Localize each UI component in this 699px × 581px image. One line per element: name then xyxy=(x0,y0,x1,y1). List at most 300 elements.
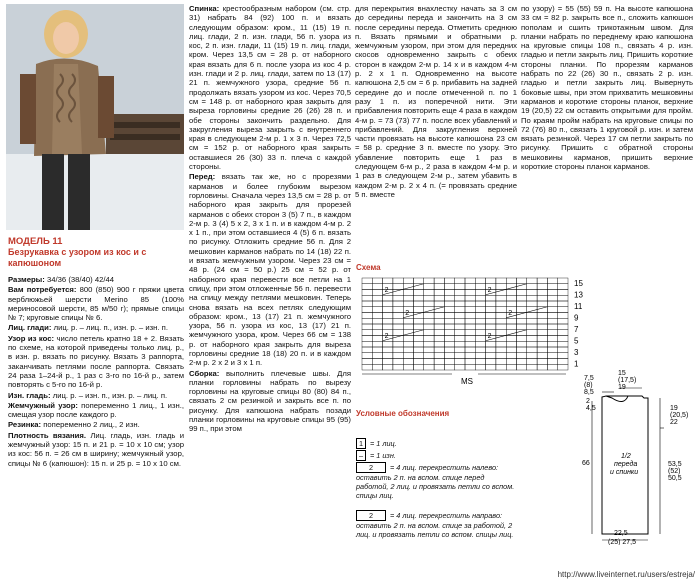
row-number: 5 xyxy=(574,336,579,346)
pattern-cell xyxy=(414,284,424,290)
pattern-cell xyxy=(424,278,434,284)
paragraph-heading: Перед: xyxy=(189,172,216,182)
pattern-cell xyxy=(455,278,465,284)
pattern-cell xyxy=(414,353,424,359)
center-label-1: 1/2 xyxy=(621,453,631,460)
paragraph-text: 34/36 (38/40) 42/44 xyxy=(44,275,115,284)
pattern-cell xyxy=(444,301,454,307)
pattern-cell xyxy=(527,347,537,353)
pattern-cell xyxy=(496,295,506,301)
pattern-cell xyxy=(475,364,485,370)
pattern-cell xyxy=(372,313,382,319)
pattern-cell xyxy=(558,313,568,319)
pattern-cell xyxy=(362,341,372,347)
column-4 xyxy=(521,4,693,172)
pattern-cell xyxy=(455,290,465,296)
pattern-cell xyxy=(414,295,424,301)
pattern-cell xyxy=(496,313,506,319)
pattern-cell xyxy=(486,364,496,370)
pattern-cell xyxy=(527,301,537,307)
pattern-cell xyxy=(506,364,516,370)
pattern-cell xyxy=(393,313,403,319)
pattern-cell xyxy=(496,364,506,370)
pattern-cell xyxy=(362,307,372,313)
pattern-cell xyxy=(393,307,403,313)
pattern-cell xyxy=(547,364,557,370)
dim-top-mid-3: 19 xyxy=(618,384,626,391)
paragraph-heading: Размеры: xyxy=(8,275,45,284)
pattern-cell xyxy=(506,318,516,324)
pattern-cell xyxy=(383,347,393,353)
pattern-cell xyxy=(414,307,424,313)
pattern-cell xyxy=(517,347,527,353)
pattern-cell xyxy=(465,295,475,301)
legend-text: = 4 лиц. перекрестить налево: оставить 2 п. на вспом. спице перед работой, 2 лиц. и провязать петли со вспом. спицы лиц. xyxy=(356,463,515,500)
pattern-cell xyxy=(393,353,403,359)
pattern-cell xyxy=(475,307,485,313)
pattern-cell xyxy=(475,301,485,307)
pattern-cell xyxy=(547,318,557,324)
pattern-cell xyxy=(475,318,485,324)
pattern-cell xyxy=(506,278,516,284)
pattern-cell xyxy=(537,295,547,301)
pattern-cell xyxy=(558,324,568,330)
pattern-cell xyxy=(537,336,547,342)
pattern-cell xyxy=(434,295,444,301)
pattern-cell xyxy=(403,341,413,347)
col1-paragraph xyxy=(8,401,184,420)
pattern-cell xyxy=(424,290,434,296)
model-title: МОДЕЛЬ 11 xyxy=(8,236,63,247)
pattern-cell xyxy=(362,318,372,324)
pattern-cell xyxy=(393,324,403,330)
pattern-cell xyxy=(486,341,496,347)
pattern-cell xyxy=(465,341,475,347)
row-number: 1 xyxy=(574,359,579,369)
pattern-cell xyxy=(486,347,496,353)
row-number: 9 xyxy=(574,313,579,323)
paragraph-heading: Спинка: xyxy=(189,4,220,13)
pattern-cell xyxy=(486,359,496,365)
legend-text: = 1 лиц. xyxy=(370,439,397,448)
pattern-cell xyxy=(434,284,444,290)
pattern-cell xyxy=(496,301,506,307)
pattern-cell xyxy=(547,347,557,353)
pattern-cell xyxy=(393,341,403,347)
pattern-cell xyxy=(455,318,465,324)
pattern-cell xyxy=(403,347,413,353)
cable-mark: 2 xyxy=(487,332,492,340)
pattern-cell xyxy=(455,284,465,290)
pattern-cell xyxy=(475,353,485,359)
pattern-cell xyxy=(393,330,403,336)
pattern-cell xyxy=(434,324,444,330)
pattern-cell xyxy=(547,290,557,296)
pattern-cell xyxy=(547,353,557,359)
pattern-cell xyxy=(537,313,547,319)
pattern-cell xyxy=(362,359,372,365)
pattern-cell xyxy=(496,324,506,330)
pattern-cell xyxy=(414,278,424,284)
pattern-cell xyxy=(434,313,444,319)
pattern-cell xyxy=(517,295,527,301)
pattern-cell xyxy=(475,295,485,301)
dim-left-small: 2 xyxy=(586,398,590,405)
pattern-cell xyxy=(424,359,434,365)
pattern-cell xyxy=(444,307,454,313)
paragraph-heading: Лиц. глади: xyxy=(8,323,52,333)
pattern-cell xyxy=(362,324,372,330)
pattern-cell xyxy=(547,341,557,347)
pattern-cell xyxy=(403,359,413,365)
pattern-cell xyxy=(527,318,537,324)
pattern-cell xyxy=(475,330,485,336)
dim-right-mid: 53,5 xyxy=(668,461,682,468)
pattern-cell xyxy=(383,318,393,324)
pattern-cell xyxy=(444,313,454,319)
pattern-cell xyxy=(527,353,537,359)
row-number: 15 xyxy=(574,279,583,288)
pattern-cell xyxy=(465,290,475,296)
pattern-cell xyxy=(527,290,537,296)
pattern-cell xyxy=(558,307,568,313)
pattern-cell xyxy=(362,330,372,336)
pattern-cell xyxy=(424,336,434,342)
pattern-cell xyxy=(424,301,434,307)
paragraph-text: по узору) = 55 (55) 59 п. На высоте капюшона 33 см = 82 р. закрыть все п., сложить капюшон пополам и сшить трикотажным швом. Для планки набрать по переднему краю капюшона на круговые спицы 108 п., связать 4 р. изн. гладью и петли закрыть лиц. Пришить короткие стороны планки. По прорезям карманов набрать по 22 (26) 30 п., связать 2 р. изн. гладью и петли закрыть лиц. Вывернуть боковые швы, при этом прихватить мешковины карманов и короткие стороны планок, верхние 19 (20,5) 22 см оставить открытыми для пройм. По краям пройм набрать на круговые спицы по 72 (76) 80 п., связать 1 круговой р. изн. и затем вязать резинкой. Через 17 см петли закрыть по рисунку. Пришить с обратной стороны мешковины карманов, пришить верхние короткие стороны планок карманов. xyxy=(521,4,693,172)
pattern-cell xyxy=(383,301,393,307)
pattern-cell xyxy=(547,313,557,319)
pattern-cell xyxy=(537,278,547,284)
pattern-cell xyxy=(475,359,485,365)
legend-text: = 4 лиц. перекрестить направо: оставить 2 п. на вспом. спице за работой, 2 лиц. и провязать петли со вспом. спицы лиц. xyxy=(356,511,514,539)
pattern-cell xyxy=(414,364,424,370)
paragraph-heading: Резинка: xyxy=(8,420,42,430)
pattern-cell xyxy=(393,301,403,307)
col1-paragraph xyxy=(8,285,184,322)
pattern-cell xyxy=(496,359,506,365)
pattern-cell xyxy=(434,336,444,342)
pattern-cell xyxy=(547,307,557,313)
pattern-cell xyxy=(506,290,516,296)
pattern-cell xyxy=(414,290,424,296)
pattern-cell xyxy=(383,341,393,347)
pattern-cell xyxy=(372,347,382,353)
col2-paragraph xyxy=(189,4,351,171)
paragraph-text: 800 (850) 900 г пряжи цвета верблюжьей шерсти Merino 85 (100% мериносовой шерсти, 85 м/50 г); прямые спицы № 7; круговые спицы № 6. xyxy=(8,285,184,323)
pattern-cell xyxy=(496,307,506,313)
row-number: 11 xyxy=(574,302,583,311)
pattern-cell xyxy=(506,336,516,342)
pattern-cell xyxy=(403,290,413,296)
pattern-cell xyxy=(475,278,485,284)
legend-symbol: – xyxy=(356,450,366,461)
dim-right-top: 19 xyxy=(670,405,678,412)
pattern-cell xyxy=(362,290,372,296)
pattern-cell xyxy=(424,318,434,324)
pattern-cell xyxy=(558,295,568,301)
pattern-cell xyxy=(444,324,454,330)
pattern-cell xyxy=(527,284,537,290)
pattern-cell xyxy=(444,347,454,353)
legend-item xyxy=(356,510,516,539)
pattern-cell xyxy=(517,341,527,347)
pattern-cell xyxy=(527,324,537,330)
pattern-cell xyxy=(527,364,537,370)
pattern-cell xyxy=(372,336,382,342)
pattern-cell xyxy=(465,330,475,336)
pattern-cell xyxy=(537,359,547,365)
pattern-cell xyxy=(486,278,496,284)
paragraph-heading: Жемчужный узор: xyxy=(8,400,78,410)
pattern-cell xyxy=(444,364,454,370)
pattern-cell xyxy=(444,278,454,284)
pattern-cell xyxy=(465,364,475,370)
pattern-cell xyxy=(403,336,413,342)
pattern-cell xyxy=(465,359,475,365)
center-label-2: переда xyxy=(614,461,638,468)
dim-right-top-3: 22 xyxy=(670,419,678,426)
pattern-cell xyxy=(444,284,454,290)
cable-mark: 2 xyxy=(487,286,492,294)
pattern-cell xyxy=(362,295,372,301)
pattern-cell xyxy=(414,347,424,353)
pattern-cell xyxy=(383,313,393,319)
pattern-cell xyxy=(537,353,547,359)
pattern-cell xyxy=(372,324,382,330)
paragraph-text: попеременно 1 лиц., 1 изн., смещая узор после каждого р. xyxy=(8,400,184,420)
pattern-cell xyxy=(517,278,527,284)
col1-paragraph xyxy=(8,391,184,400)
pattern-cell xyxy=(527,359,537,365)
pattern-cell xyxy=(424,364,434,370)
pattern-cell xyxy=(455,301,465,307)
legend-item xyxy=(356,438,516,449)
pattern-cell xyxy=(455,295,465,301)
pattern-cell xyxy=(558,359,568,365)
pattern-cell xyxy=(486,313,496,319)
pattern-cell xyxy=(547,295,557,301)
pattern-cell xyxy=(537,324,547,330)
pattern-cell xyxy=(393,284,403,290)
pattern-cell xyxy=(465,284,475,290)
pattern-cell xyxy=(527,336,537,342)
pattern-cell xyxy=(434,307,444,313)
cable-mark: 2 xyxy=(508,309,513,317)
pattern-cell xyxy=(434,330,444,336)
pattern-cell xyxy=(475,313,485,319)
pattern-cell xyxy=(486,318,496,324)
paragraph-text: для перекрытия внахлестку начать за 3 см до середины переда и закончить на 3 см после середины переда. Отметить среднюю п. Вязать прямыми и обратными р. жемчужным узором, при этом для передних скосов одновременно закрыть с обеих сторон в каждом 2-м р. 14 х и в каждом 4-м р. 2 х 1 п. Одновременно на высоте капюшона 2,5 см = 6 р. прибавить на задней середине до и после отмеченной п. по 1 разу 1 п. из поперечной нити. Эти прибавления повторить еще 4 раза в каждом 4-м р. = 73 (73) 77 п. после всех убавлений и прибавлений. Для закругления верхней части провязать на высоте капюшона 23 см = 58 р. средние 3 п. вместе по узору. Это убавление повторить еще 1 раз в следующем 6-м р., 2 раза в каждом 4-м р. и 1 раз в следующем 2-м р., затем убавить в каждом 2-м р. 2 х 4 п. (= провязать средние 5 п. вместе xyxy=(355,4,517,199)
pattern-cell xyxy=(455,347,465,353)
pattern-cell xyxy=(465,336,475,342)
pattern-cell xyxy=(517,284,527,290)
pattern-cell xyxy=(434,359,444,365)
pattern-cell xyxy=(527,341,537,347)
dim-left-small-2: 4,5 xyxy=(586,405,596,412)
pattern-cell xyxy=(517,324,527,330)
pattern-cell xyxy=(527,330,537,336)
pattern-cell xyxy=(383,295,393,301)
pattern-cell xyxy=(465,353,475,359)
paragraph-heading: Вам потребуется: xyxy=(8,285,77,295)
pattern-cell xyxy=(465,278,475,284)
pattern-cell xyxy=(527,278,537,284)
dim-left-height: 66 xyxy=(582,460,590,467)
pattern-cell xyxy=(383,278,393,284)
cable-mark: 2 xyxy=(384,332,389,340)
pattern-cell xyxy=(527,313,537,319)
pattern-cell xyxy=(424,295,434,301)
pattern-cell xyxy=(434,301,444,307)
pattern-cell xyxy=(537,318,547,324)
pattern-cell xyxy=(393,347,403,353)
pattern-cell xyxy=(414,341,424,347)
pattern-cell xyxy=(465,347,475,353)
pattern-cell xyxy=(475,284,485,290)
pattern-cell xyxy=(455,364,465,370)
pattern-cell xyxy=(558,330,568,336)
dim-top-mid: 15 xyxy=(618,370,626,377)
pattern-cell xyxy=(455,336,465,342)
pattern-cell xyxy=(537,284,547,290)
dim-right-mid-2: (52) xyxy=(668,468,681,475)
watermark: http://www.liveinternet.ru/users/estreja/ xyxy=(557,570,695,579)
pattern-cell xyxy=(372,290,382,296)
legend-item xyxy=(356,462,516,500)
col4-paragraph xyxy=(521,4,693,171)
pattern-cell xyxy=(403,353,413,359)
pattern-cell xyxy=(444,318,454,324)
pattern-cell xyxy=(517,307,527,313)
pattern-cell xyxy=(465,324,475,330)
legend-symbol: 1 xyxy=(356,438,366,449)
paragraph-text: вязать так же, но с прорезями карманов и более глубоким вырезом горловины. Сначала через 13,5 см = 28 р. от наборного края закрыть для прорезей карманов с обеих сторон 3 (5) 7 п., в каждом 2-м р. 3 (4) 5 х 2, 3 х 1 п. и в каждом 4-м р. 2 х 1 п., при этом оставшиеся 4 (5) 6 п. вязать по рисунку. Отложить средние 56 п. Для 2 мешковин карманов набрать по 14 (18) 22 п. и вязать жемчужным узором. Через 23 см = 48 р. (24 см = 50 р.) 25 см = 52 р. от наборного края перевести все петли на 1 спицу, при этом отложенные 56 п. перевести на спицу между петлями мешковин. Теперь снова вязать на всех петлях следующим образом: кром., 13 (17) 21 п. жемчужного узора, 56 п. узора из кос, 13 (17) 21 п. жемчужного узора, кром. Через 66 см = 138 р. от наборного края закрыть для выреза горловины средние 18 (18) 20 п. и в каждом 2-м р. 2 х 2 и 3 х 1 п. xyxy=(189,172,351,368)
cable-mark: 2 xyxy=(405,309,410,317)
pattern-cell xyxy=(403,324,413,330)
pattern-cell xyxy=(496,318,506,324)
paragraph-text: попеременно 2 лиц., 2 изн. xyxy=(41,420,140,430)
pattern-cell xyxy=(424,347,434,353)
pattern-cell xyxy=(558,318,568,324)
pattern-cell xyxy=(486,353,496,359)
paragraph-text: выполнить плечевые швы. Для планки горловины набрать по вырезу горловины на круговые спицы 80 (80) 84 п., связать 2 см резинкой и закрыть все п. по рисунку. Для капюшона набрать позади планки горловины на круговые спицы 95 (95) 99 п., при этом xyxy=(189,368,351,434)
paragraph-heading: Сборка: xyxy=(189,368,220,378)
dim-right-mid-3: 50,5 xyxy=(668,475,682,482)
pattern-cell xyxy=(465,313,475,319)
pattern-cell xyxy=(444,341,454,347)
cable-mark: 2 xyxy=(384,286,389,294)
pattern-cell xyxy=(455,359,465,365)
pattern-cell xyxy=(362,301,372,307)
pattern-cell xyxy=(558,347,568,353)
pattern-cell xyxy=(558,278,568,284)
pattern-cell xyxy=(403,295,413,301)
pattern-cell xyxy=(537,341,547,347)
col1-paragraph xyxy=(8,323,184,332)
pattern-cell xyxy=(434,347,444,353)
col2-paragraph xyxy=(189,172,351,367)
pattern-cell xyxy=(424,284,434,290)
pattern-cell xyxy=(414,318,424,324)
pattern-cell xyxy=(455,330,465,336)
pattern-cell xyxy=(558,353,568,359)
pattern-cell xyxy=(372,284,382,290)
col2-paragraph xyxy=(189,369,351,434)
pattern-cell xyxy=(506,295,516,301)
pattern-cell xyxy=(362,284,372,290)
paragraph-heading: Узор из кос: xyxy=(8,333,55,343)
pattern-cell xyxy=(558,301,568,307)
col1-paragraph xyxy=(8,334,184,390)
pattern-cell xyxy=(383,324,393,330)
model-photo xyxy=(6,4,184,230)
pattern-cell xyxy=(414,359,424,365)
pattern-cell xyxy=(372,353,382,359)
pattern-cell xyxy=(393,359,403,365)
pattern-cell xyxy=(506,301,516,307)
pattern-cell xyxy=(434,353,444,359)
legend-item xyxy=(356,450,516,461)
pattern-cell xyxy=(486,301,496,307)
pattern-cell xyxy=(362,347,372,353)
dim-top-left: 7,5 xyxy=(584,375,594,382)
pattern-cell xyxy=(475,347,485,353)
pattern-cell xyxy=(475,341,485,347)
pattern-cell xyxy=(393,364,403,370)
pattern-cell xyxy=(372,330,382,336)
pattern-cell xyxy=(393,318,403,324)
pattern-cell xyxy=(362,278,372,284)
ms-label: MS xyxy=(461,377,473,386)
legend-symbol: 2 xyxy=(356,462,386,473)
pattern-cell xyxy=(424,341,434,347)
pattern-cell xyxy=(537,301,547,307)
pattern-cell xyxy=(547,301,557,307)
pattern-cell xyxy=(383,353,393,359)
row-number: 3 xyxy=(574,348,579,357)
pattern-cell xyxy=(444,359,454,365)
pattern-cell xyxy=(506,359,516,365)
legend-title: Условные обозначения xyxy=(356,409,450,418)
pattern-cell xyxy=(496,278,506,284)
pattern-cell xyxy=(383,307,393,313)
pattern-cell xyxy=(424,324,434,330)
pattern-cell xyxy=(547,330,557,336)
col1-paragraph xyxy=(8,420,184,429)
pattern-cell xyxy=(558,336,568,342)
pattern-cell xyxy=(547,336,557,342)
pattern-cell xyxy=(362,353,372,359)
paragraph-heading: Плотность вязания. xyxy=(8,430,87,440)
pattern-cell xyxy=(537,330,547,336)
pattern-cell xyxy=(517,353,527,359)
pattern-cell xyxy=(506,353,516,359)
pattern-cell xyxy=(444,290,454,296)
schema-title: Схема xyxy=(356,263,381,272)
pattern-cell xyxy=(372,341,382,347)
col1-paragraph xyxy=(8,275,184,284)
pattern-cell xyxy=(537,307,547,313)
paragraph-text: Лиц. гладь, изн. гладь и жемчужный узор: 15 п. и 21 р. = 10 х 10 см; узор из кос: 56 п. = 26 см в ширину; жемчужный узор, спицы № 6 (капюшон): 15 п. и 25 р. = 10 х 10 см. xyxy=(8,430,184,468)
pattern-chart xyxy=(356,274,586,386)
dim-top-mid-2: (17,5) xyxy=(618,377,637,384)
pattern-cell xyxy=(414,336,424,342)
col1-paragraph xyxy=(8,431,184,468)
pattern-cell xyxy=(455,313,465,319)
dim-bottom: 22,5 xyxy=(614,530,628,537)
pattern-cell xyxy=(547,278,557,284)
